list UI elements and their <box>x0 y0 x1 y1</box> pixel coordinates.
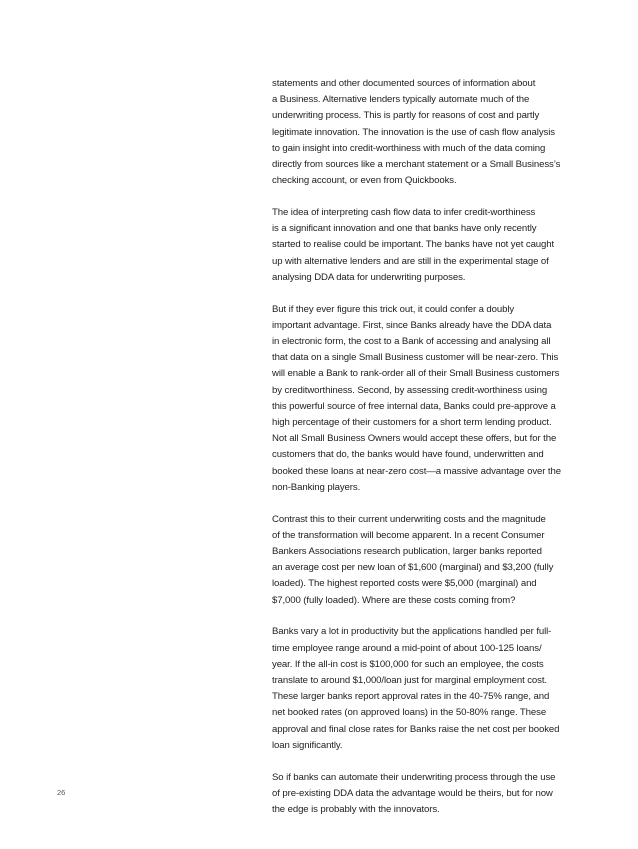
text-line: by creditworthiness. Second, by assessing credit-worthiness using <box>272 384 548 396</box>
text-line: $7,000 (fully loaded). Where are these costs coming from? <box>272 594 516 606</box>
text-line: loaded). The highest reported costs were $5,000 (marginal) and <box>272 578 537 590</box>
text-line: Contrast this to their current underwriting costs and the magnitude <box>272 513 546 525</box>
text-line: So if banks can automate their underwriting process through the use <box>272 771 556 783</box>
text-line: Not all Small Business Owners would accept these offers, but for the <box>272 433 557 445</box>
text-line: this powerful source of free internal data, Banks could pre-approve a <box>272 400 556 412</box>
text-line: up with alternative lenders and are still in the experimental stage of <box>272 255 549 267</box>
text-line: legitimate innovation. The innovation is the use of cash flow analysis <box>272 126 555 138</box>
text-line: a Business. Alternative lenders typically automate much of the <box>272 94 530 106</box>
text-line: directly from sources like a merchant statement or a Small Business’s <box>272 159 561 171</box>
text-line: Banks vary a lot in productivity but the applications handled per full- <box>272 626 552 638</box>
text-line: year. If the all-in cost is $100,000 for such an employee, the costs <box>272 658 544 670</box>
text-line: in electronic form, the cost to a Bank of accessing and analysing all <box>272 336 551 348</box>
text-line: approval and final close rates for Banks raise the net cost per booked <box>272 723 560 735</box>
text-line: loan significantly. <box>272 739 343 751</box>
text-line: customers that do, the banks would have found, underwritten and <box>272 449 544 461</box>
text-line: net booked rates (on approved loans) in the 50-80% range. These <box>272 707 547 719</box>
text-line: checking account, or even from Quickbooks. <box>272 175 457 187</box>
text-line: started to realise could be important. The banks have not yet caught <box>272 239 555 251</box>
paragraph-1 <box>272 76 578 189</box>
text-line: of pre-existing DDA data the advantage would be theirs, but for now <box>272 787 553 799</box>
text-line: the edge is probably with the innovators. <box>272 804 440 816</box>
page-number: 26 <box>57 788 66 797</box>
paragraph-6 <box>272 770 578 819</box>
text-line: Bankers Associations research publication, larger banks reported <box>272 546 542 558</box>
text-line: non-Banking players. <box>272 481 361 493</box>
paragraph-2 <box>272 205 578 286</box>
text-line: to gain insight into credit-worthiness with much of the data coming <box>272 142 546 154</box>
text-line: These larger banks report approval rates in the 40-75% range, and <box>272 691 550 703</box>
paragraph-3 <box>272 302 578 496</box>
text-line: booked these loans at near-zero cost—a massive advantage over the <box>272 465 561 477</box>
text-line: time employee range around a mid-point of about 100-125 loans/ <box>272 642 542 654</box>
text-line: translate to around $1,000/loan just for marginal employment cost. <box>272 675 547 687</box>
text-line: that data on a single Small Business customer will be near-zero. This <box>272 352 559 364</box>
text-line: of the transformation will become apparent. In a recent Consumer <box>272 529 545 541</box>
text-line: underwriting process. This is partly for reasons of cost and partly <box>272 110 540 122</box>
text-line: important advantage. First, since Banks already have the DDA data <box>272 319 552 331</box>
text-line: analysing DDA data for underwriting purposes. <box>272 271 466 283</box>
text-line: But if they ever figure this trick out, it could confer a doubly <box>272 303 515 315</box>
text-line: will enable a Bank to rank-order all of their Small Business customers <box>272 368 560 380</box>
text-line: high percentage of their customers for a short term lending product. <box>272 417 552 429</box>
paragraph-5 <box>272 624 578 754</box>
text-line: The idea of interpreting cash flow data to infer credit-worthiness <box>272 207 536 219</box>
text-line: is a significant innovation and one that banks have only recently <box>272 223 537 235</box>
text-line: statements and other documented sources of information about <box>272 78 536 89</box>
text-line: an average cost per new loan of $1,600 (marginal) and $3,200 (fully <box>272 562 554 574</box>
body-text-column <box>272 76 578 834</box>
paragraph-4 <box>272 512 578 609</box>
